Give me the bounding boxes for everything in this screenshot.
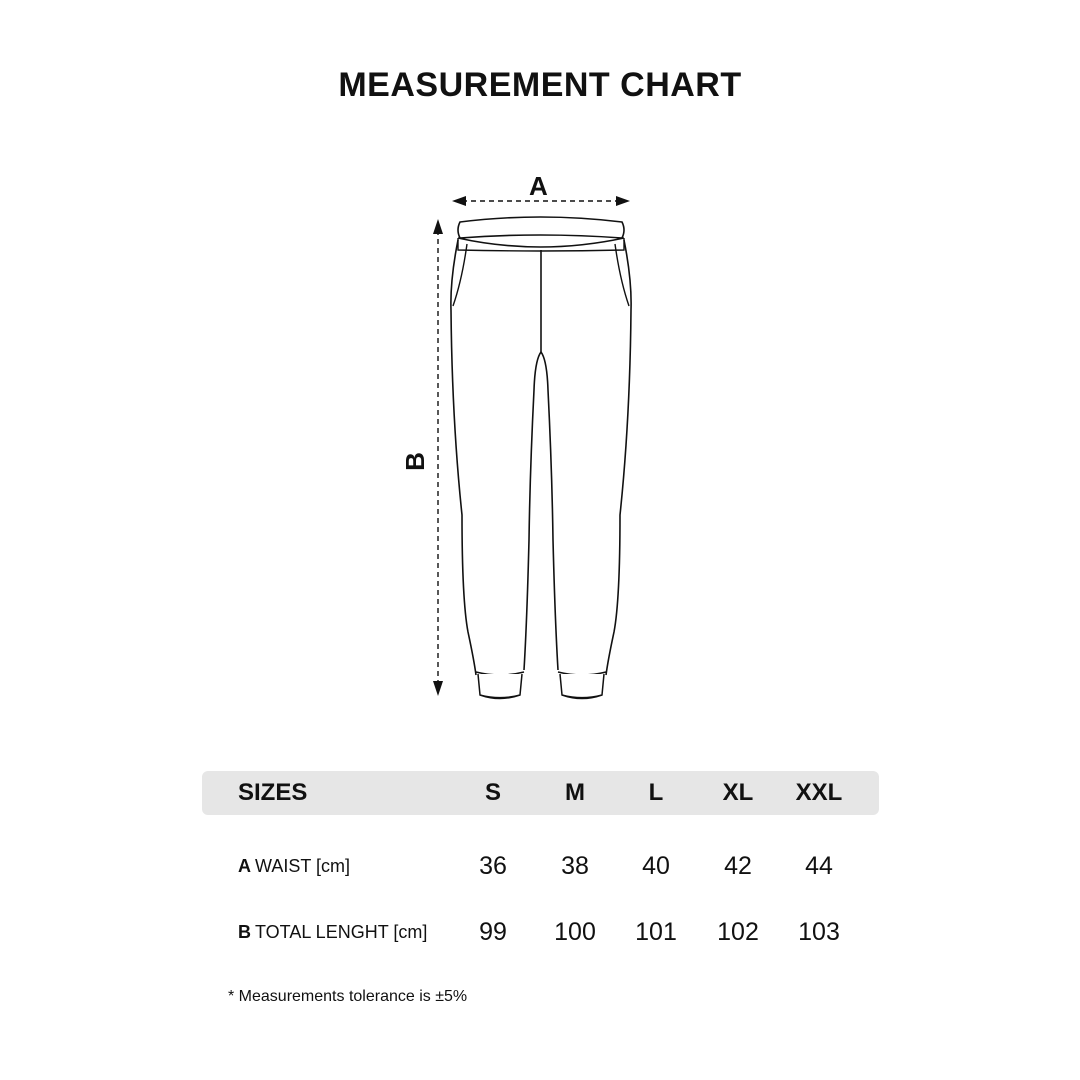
size-header: L xyxy=(648,779,664,806)
size-header: XXL xyxy=(795,779,843,806)
table-cell: 103 xyxy=(798,918,840,946)
table-cell: 38 xyxy=(561,852,589,880)
table-cell: 36 xyxy=(479,852,507,880)
table-cell: 100 xyxy=(554,918,596,946)
table-row-waist xyxy=(202,846,879,886)
table-cell: 102 xyxy=(717,918,759,946)
size-header: S xyxy=(484,779,501,806)
sizes-header-label: SIZES xyxy=(238,779,308,806)
page-title: MEASUREMENT CHART xyxy=(338,66,742,104)
table-row-total-length xyxy=(202,912,879,952)
row-letter: B xyxy=(238,922,251,942)
dimension-label-b: B xyxy=(399,452,430,471)
table-cell: 42 xyxy=(724,852,752,880)
table-cell: 44 xyxy=(805,852,833,880)
dimension-label-a: A xyxy=(529,171,548,201)
size-table-header xyxy=(202,771,879,815)
table-cell: 99 xyxy=(479,918,507,946)
table-cell: 101 xyxy=(635,918,677,946)
tolerance-note: * Measurements tolerance is ±5% xyxy=(228,988,468,1005)
row-label xyxy=(238,846,350,886)
row-label-text: TOTAL LENGHT [cm] xyxy=(255,922,428,942)
size-header: XL xyxy=(722,779,754,806)
size-header: M xyxy=(565,779,585,806)
row-label-text: WAIST [cm] xyxy=(255,856,351,876)
table-cell: 40 xyxy=(642,852,670,880)
row-letter: A xyxy=(238,856,251,876)
row-label xyxy=(238,912,427,952)
